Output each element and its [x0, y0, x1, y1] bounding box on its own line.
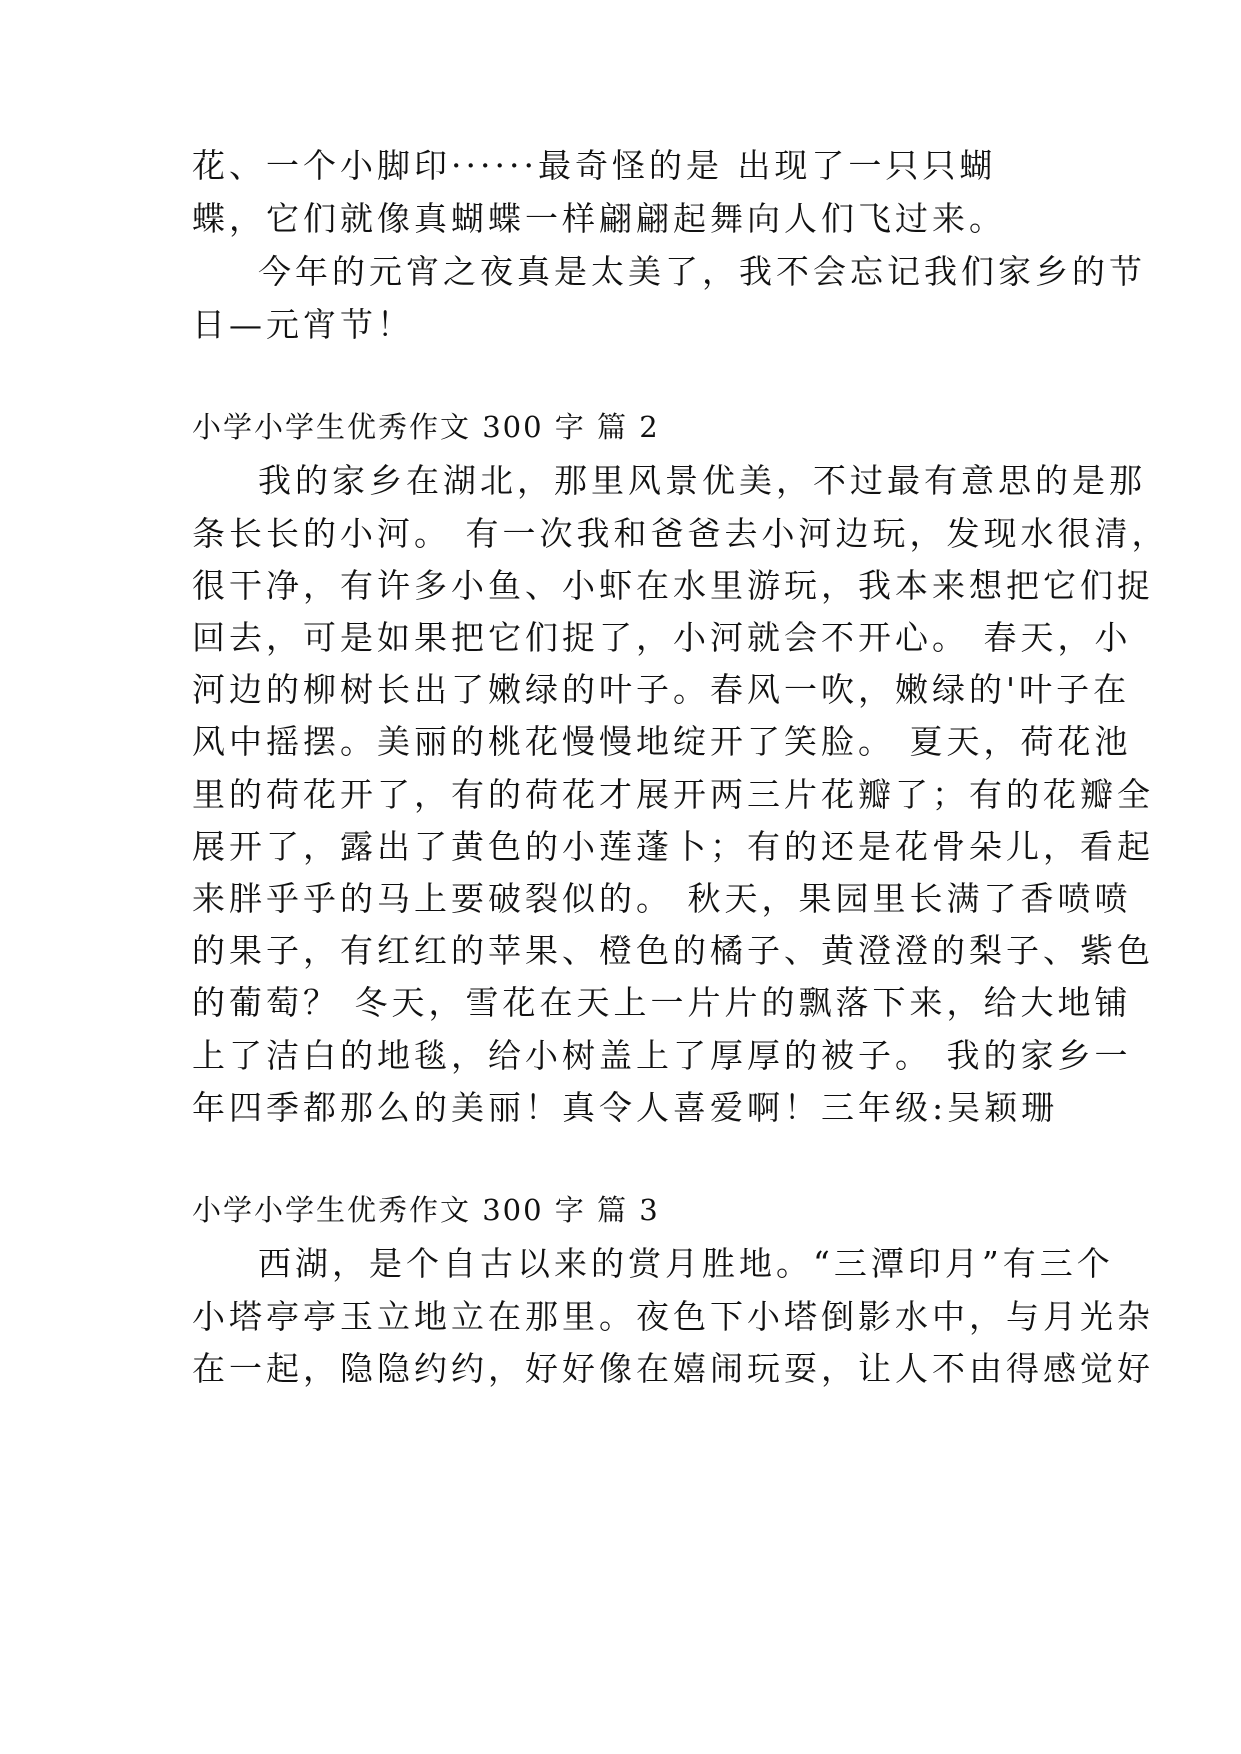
- paragraph-line: 日—元宵节！: [192, 305, 414, 344]
- paragraph-line: 小塔亭亭玉立地立在那里。夜色下小塔倒影水中，与月光杂: [192, 1297, 1154, 1336]
- essay-heading-2: 小学小学生优秀作文 300 字 篇 2: [192, 410, 660, 444]
- paragraph-line: 里的荷花开了，有的荷花才展开两三片花瓣了；有的花瓣全: [192, 775, 1154, 814]
- paragraph-line: 年四季都那么的美丽！真令人喜爱啊！三年级:吴颖珊: [192, 1088, 1059, 1127]
- paragraph-line: 展开了，露出了黄色的小莲蓬卜；有的还是花骨朵儿，看起: [192, 827, 1154, 866]
- paragraph-line: 回去，可是如果把它们捉了，小河就会不开心。 春天，小: [192, 618, 1132, 657]
- paragraph-line: 今年的元宵之夜真是太美了，我不会忘记我们家乡的节: [258, 252, 1146, 291]
- paragraph-line: 的葡萄？ 冬天，雪花在天上一片片的飘落下来，给大地铺: [192, 983, 1132, 1022]
- paragraph-line: 西湖，是个自古以来的赏月胜地。“三潭印月”有三个: [258, 1244, 1114, 1283]
- paragraph-line: 风中摇摆。美丽的桃花慢慢地绽开了笑脸。 夏天，荷花池: [192, 722, 1132, 761]
- paragraph-line: 条长长的小河。 有一次我和爸爸去小河边玩，发现水很清，: [192, 514, 1169, 553]
- paragraph-line: 很干净，有许多小鱼、小虾在水里游玩，我本来想把它们捉: [192, 566, 1154, 605]
- paragraph-line: 的果子，有红红的苹果、橙色的橘子、黄澄澄的梨子、紫色: [192, 931, 1154, 970]
- paragraph-line: 我的家乡在湖北，那里风景优美，不过最有意思的是那: [258, 461, 1146, 500]
- essay-heading-3: 小学小学生优秀作文 300 字 篇 3: [192, 1193, 660, 1227]
- paragraph-line: 蝶，它们就像真蝴蝶一样翩翩起舞向人们飞过来。: [192, 199, 1006, 238]
- paragraph-line: 河边的柳树长出了嫩绿的叶子。春风一吹，嫩绿的'叶子在: [192, 670, 1131, 709]
- paragraph-line: 上了洁白的地毯，给小树盖上了厚厚的被子。 我的家乡一: [192, 1036, 1132, 1075]
- paragraph-line: 花、一个小脚印······最奇怪的是 出现了一只只蝴: [192, 146, 997, 185]
- paragraph-line: 来胖乎乎的马上要破裂似的。 秋天，果园里长满了香喷喷: [192, 879, 1132, 918]
- paragraph-line: 在一起，隐隐约约，好好像在嬉闹玩耍，让人不由得感觉好: [192, 1349, 1154, 1388]
